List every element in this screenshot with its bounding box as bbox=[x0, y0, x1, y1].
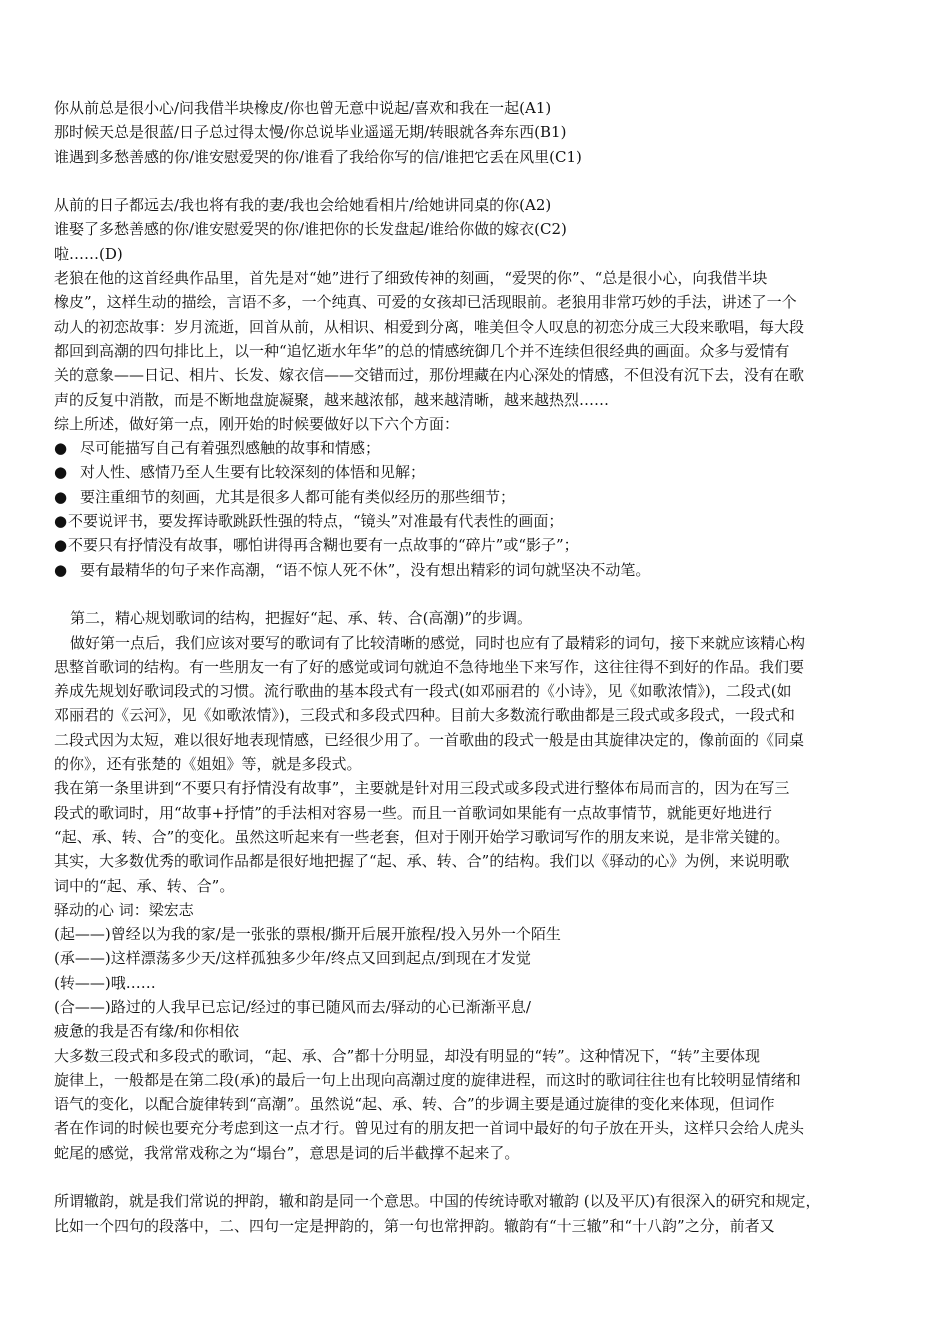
paragraph-line: “起、承、转、合”的变化。虽然这听起来有一些老套，但对于刚开始学习歌词写作的朋友来说，是非常关键的。 bbox=[54, 827, 790, 846]
list-item-text: 对人性、感情乃至人生要有比较深刻的体悟和见解； bbox=[80, 463, 426, 482]
structure-paragraph bbox=[54, 631, 900, 777]
paragraph-line: 动人的初恋故事：岁月流逝，回首从前，从相识、相爱到分离，唯美但令人叹息的初恋分成三大段来歌唱，每大段 bbox=[54, 317, 805, 336]
blank-line bbox=[54, 1165, 900, 1189]
paragraph-line: 语气的变化，以配合旋律转到“高潮”。虽然说“起、承、转、合”的步调主要是通过旋律的变化来体现，但词作 bbox=[54, 1095, 775, 1114]
paragraph-line: 所谓辙韵，就是我们常说的押韵，辙和韵是同一个意思。中国的传统诗歌对辙韵 (以及平仄)有很深入的研究和规定， bbox=[54, 1192, 821, 1211]
lyric-line: (合——)路过的人我早已忘记/经过的事已随风而去/驿动的心已渐渐平息/ bbox=[54, 997, 531, 1016]
lyrics-block-1 bbox=[54, 96, 900, 169]
bullet-icon: ● bbox=[54, 536, 68, 555]
lyric-line: (起——)曾经以为我的家/是一张张的票根/撕开后展开旅程/投入另外一个陌生 bbox=[54, 925, 561, 944]
list-item-text: 不要只有抒情没有故事，哪怕讲得再含糊也要有一点故事的“碎片”或“影子”； bbox=[68, 536, 579, 555]
summary-intro: 综上所述，做好第一点，刚开始的时候要做好以下六个方面： bbox=[54, 414, 460, 433]
story-paragraph bbox=[54, 776, 900, 897]
list-item bbox=[54, 558, 900, 582]
list-item-text: 要有最精华的句子来作高潮，“语不惊人死不休”，没有想出精彩的词句就坚决不动笔。 bbox=[80, 560, 651, 579]
section-heading: 第二，精心规划歌词的结构，把握好“起、承、转、合(高潮)”的步调。 bbox=[70, 609, 533, 628]
rhyme-paragraph bbox=[54, 1189, 900, 1238]
paragraph-line: 做好第一点后，我们应该对要写的歌词有了比较清晰的感觉，同时也应有了最精彩的词句，接下来就应该精心构 bbox=[70, 633, 806, 652]
paragraph-line: 蛇尾的感觉，我常常戏称之为“塌台”，意思是词的后半截撑不起来了。 bbox=[54, 1143, 520, 1162]
paragraph-line: 养成先规划好歌词段式的习惯。流行歌曲的基本段式有一段式(如邓丽君的《小诗》，见《如歌浓情》)，二段式(如 bbox=[54, 682, 792, 701]
bullet-icon: ● bbox=[54, 512, 68, 531]
lyric-line: 啦……(D) bbox=[54, 244, 123, 263]
list-item bbox=[54, 436, 900, 460]
paragraph-line: 关的意象——日记、相片、长发、嫁衣信——交错而过，那份埋藏在内心深处的情感，不但没有沉下去，没有在歌 bbox=[54, 366, 805, 385]
paragraph-line: 邓丽君的《云河》，见《如歌浓情》)，三段式和多段式四种。目前大多数流行歌曲都是三段式或多段式，一段式和 bbox=[54, 706, 795, 725]
lyric-line: (转——)哦…… bbox=[54, 973, 156, 992]
paragraph-line: 比如一个四句的段落中，二、四句一定是押韵的，第一句也常押韵。辙韵有“十三辙”和“十八韵”之分，前者又 bbox=[54, 1216, 775, 1235]
song-title: 驿动的心 词：梁宏志 bbox=[54, 900, 194, 919]
paragraph-line: 老狼在他的这首经典作品里，首先是对“她”进行了细致传神的刻画，“爱哭的你”、“总是很小心，向我借半块 bbox=[54, 269, 768, 288]
paragraph-line: 段式的歌词时，用“故事+抒情”的手法相对容易一些。而且一首歌词如果能有一点故事情节，就能更好地进行 bbox=[54, 803, 772, 822]
document-body bbox=[54, 96, 900, 1238]
paragraph-line: 声的反复中消散，而是不断地盘旋凝聚，越来越浓郁，越来越清晰，越来越热烈…… bbox=[54, 390, 610, 409]
blank-line bbox=[54, 582, 900, 606]
lyric-line: 谁遇到多愁善感的你/谁安慰爱哭的你/谁看了我给你写的信/谁把它丢在风里(C1) bbox=[54, 147, 582, 166]
paragraph-line: 思整首歌词的结构。有一些朋友一有了好的感觉或词句就迫不急待地坐下来写作，这往往得不到好的作品。我们要 bbox=[54, 657, 805, 676]
bullet-list bbox=[54, 436, 900, 582]
paragraph-line: 二段式因为太短，难以很好地表现情感，已经很少用了。一首歌曲的段式一般是由其旋律决定的，像前面的《同桌 bbox=[54, 730, 805, 749]
turn-paragraph bbox=[54, 1044, 900, 1165]
paragraph-line: 橡皮”，这样生动的描绘，言语不多，一个纯真、可爱的女孩却已活现眼前。老狼用非常巧妙的手法，讲述了一个 bbox=[54, 293, 797, 312]
list-item bbox=[54, 485, 900, 509]
lyric-line: (承——)这样漂荡多少天/这样孤独多少年/终点又回到起点/到现在才发觉 bbox=[54, 949, 531, 968]
lyrics-block-2 bbox=[54, 193, 900, 266]
paragraph-line: 词中的“起、承、转、合”。 bbox=[54, 876, 235, 895]
blank-line bbox=[54, 169, 900, 193]
paragraph-line: 大多数三段式和多段式的歌词，“起、承、合”都十分明显，却没有明显的“转”。这种情况下，“转”主要体现 bbox=[54, 1046, 761, 1065]
lyric-line: 疲惫的我是否有缘/和你相依 bbox=[54, 1022, 240, 1041]
paragraph-line: 的你》，还有张楚的《姐姐》等，就是多段式。 bbox=[54, 755, 362, 774]
bullet-icon: ● bbox=[54, 439, 68, 458]
bullet-icon: ● bbox=[54, 487, 68, 506]
paragraph-line: 我在第一条里讲到“不要只有抒情没有故事”，主要就是针对用三段式或多段式进行整体布局而言的，因为在写三 bbox=[54, 779, 790, 798]
lyric-line: 从前的日子都远去/我也将有我的妻/我也会给她看相片/给她讲同桌的你(A2) bbox=[54, 196, 552, 215]
list-item bbox=[54, 460, 900, 484]
list-item-text: 不要说评书，要发挥诗歌跳跃性强的特点，“镜头”对准最有代表性的画面； bbox=[68, 512, 564, 531]
bullet-icon: ● bbox=[54, 560, 68, 579]
bullet-icon: ● bbox=[54, 463, 68, 482]
paragraph-line: 都回到高潮的四句排比上，以一种“追忆逝水年华”的总的情感统御几个并不连续但很经典的画面。众多与爱情有 bbox=[54, 341, 790, 360]
lyric-line: 你从前总是很小心/问我借半块橡皮/你也曾无意中说起/喜欢和我在一起(A1) bbox=[54, 99, 552, 117]
list-item bbox=[54, 509, 900, 533]
list-item-text: 尽可能描写自己有着强烈感触的故事和情感； bbox=[80, 439, 381, 458]
lyric-line: 那时候天总是很蓝/日子总过得太慢/你总说毕业遥遥无期/转眼就各奔东西(B1) bbox=[54, 123, 567, 142]
lyric-line: 谁娶了多愁善感的你/谁安慰爱哭的你/谁把你的长发盘起/谁给你做的嫁衣(C2) bbox=[54, 220, 567, 239]
list-item-text: 要注重细节的刻画，尤其是很多人都可能有类似经历的那些细节； bbox=[80, 487, 516, 506]
list-item bbox=[54, 533, 900, 557]
song-lyrics bbox=[54, 922, 900, 1043]
paragraph-line: 旋律上，一般都是在第二段(承)的最后一句上出现向高潮过度的旋律进程，而这时的歌词往往也有比较明显情绪和 bbox=[54, 1070, 801, 1089]
paragraph-line: 者在作词的时候也要充分考虑到这一点才行。曾见过有的朋友把一首词中最好的句子放在开头，这样只会给人虎头 bbox=[54, 1119, 805, 1138]
paragraph-line: 其实，大多数优秀的歌词作品都是很好地把握了“起、承、转、合”的结构。我们以《驿动的心》为例，来说明歌 bbox=[54, 852, 790, 871]
analysis-paragraph bbox=[54, 266, 900, 412]
